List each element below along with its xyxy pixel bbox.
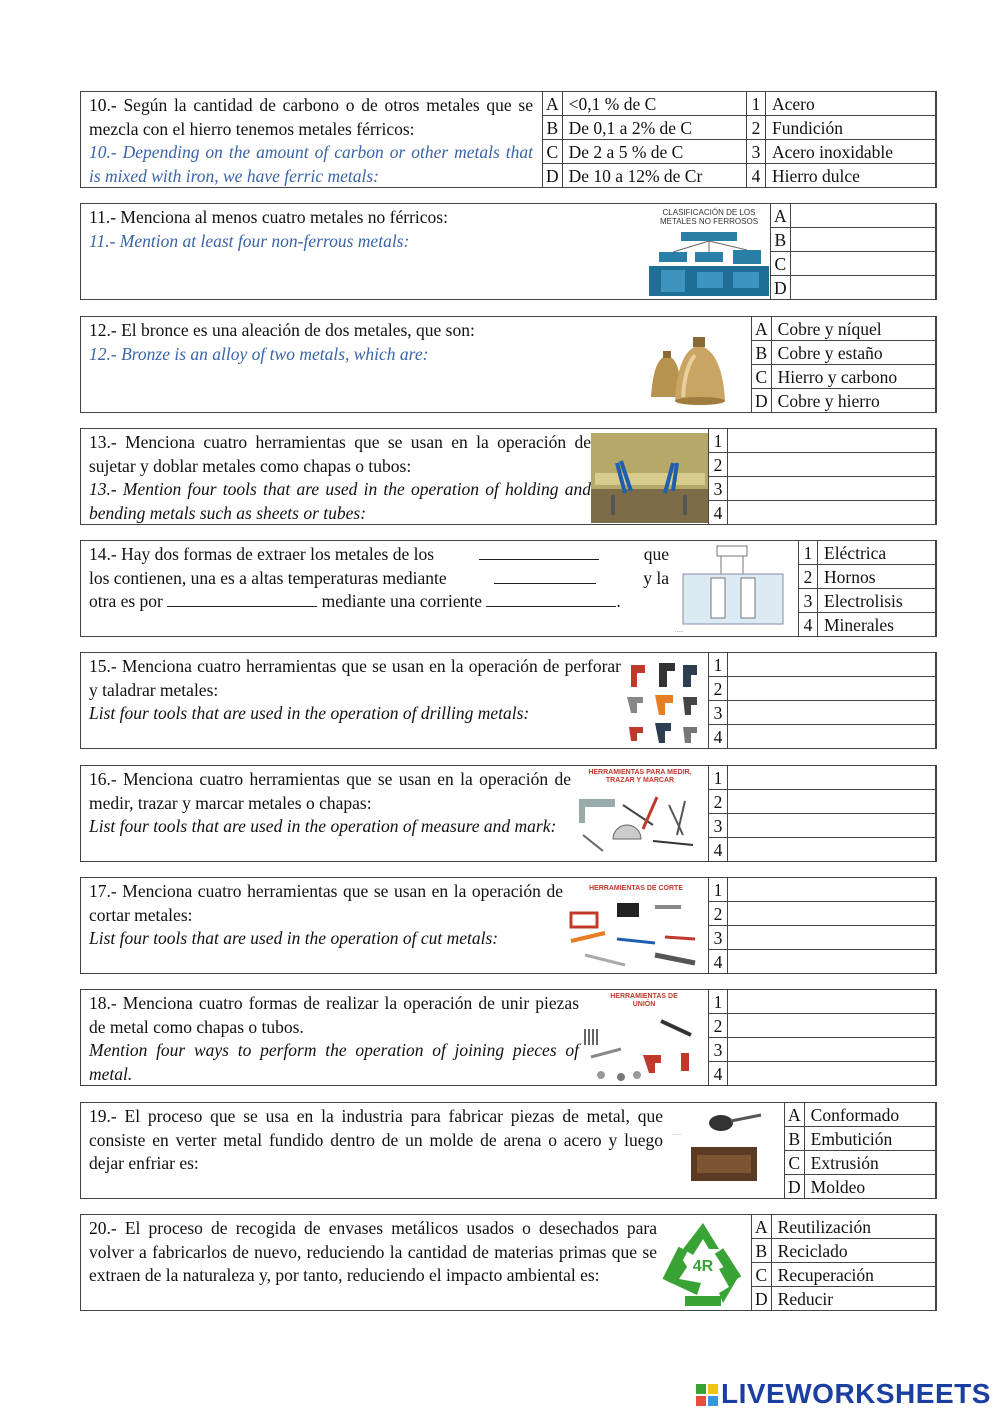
- question-18-text: [89, 992, 579, 1086]
- casting-mold-image: [671, 1107, 781, 1195]
- answer-label: B: [771, 228, 791, 252]
- option-text[interactable]: Embutición: [804, 1127, 936, 1151]
- option-row: [799, 565, 937, 589]
- logo-icon: [696, 1384, 718, 1406]
- question-11-es: 11.- Menciona al menos cuatro metales no férricos:: [89, 207, 448, 227]
- cutting-tools-image: [565, 881, 707, 971]
- logo-text: LIVEWORKSHEETS: [721, 1378, 991, 1409]
- answer-row: [709, 1014, 937, 1038]
- recycle-4r-image: [657, 1217, 749, 1309]
- option-number: 2: [747, 116, 766, 140]
- option-row: [752, 389, 937, 413]
- option-row: [799, 589, 937, 613]
- option-text[interactable]: Extrusión: [804, 1151, 936, 1175]
- question-17-es: 17.- Menciona cuatro herramientas que se usan en la operación de cortar metales:: [89, 881, 563, 925]
- question-14-line3-c: .: [616, 591, 621, 611]
- question-13: [80, 428, 936, 525]
- question-17-text: [89, 880, 563, 951]
- question-20-es: 20.- El proceso de recogida de envases metálicos usados o desechados para volver a fabricarlos de nuevo, reduciendo la cantidad de materias primas que se extraen de la naturaleza y, por tanto, reduciendo el impacto ambiental es:: [89, 1218, 657, 1285]
- option-letter: D: [785, 1175, 805, 1199]
- answer-row: [709, 926, 937, 950]
- answer-row: [709, 501, 937, 525]
- answer-row: [709, 878, 937, 902]
- answer-label: 1: [709, 653, 728, 677]
- option-number: 3: [747, 140, 766, 164]
- answer-row: [709, 950, 937, 974]
- recycle-label: 4R: [692, 1258, 714, 1275]
- option-text[interactable]: Reciclado: [771, 1239, 936, 1263]
- option-row: [747, 164, 937, 188]
- question-14-line3-a: otra es por: [89, 591, 163, 611]
- option-text[interactable]: Acero inoxidable: [766, 140, 937, 164]
- question-10-options-left: [542, 91, 747, 188]
- answer-input[interactable]: [728, 790, 937, 814]
- option-text[interactable]: Acero: [766, 92, 937, 116]
- answer-row: [709, 677, 937, 701]
- answer-label: 3: [709, 926, 728, 950]
- answer-input[interactable]: [728, 453, 937, 477]
- answer-row: [709, 790, 937, 814]
- option-text[interactable]: Cobre y estaño: [771, 341, 936, 365]
- answer-row: [771, 204, 937, 228]
- answer-label: 1: [709, 429, 728, 453]
- question-15-es: 15.- Menciona cuatro herramientas que se usan en la operación de perforar y taladrar metales:: [89, 656, 621, 700]
- cutting-tools-title: HERRAMIENTAS DE CORTE: [589, 885, 683, 892]
- option-text[interactable]: De 10 a 12% de Cr: [562, 164, 746, 188]
- option-row: [752, 1239, 937, 1263]
- diagram-boxes: [647, 226, 771, 296]
- answer-label: 3: [709, 701, 728, 725]
- option-row: [543, 140, 747, 164]
- question-12-en: 12.- Bronze is an alloy of two metals, which are:: [89, 343, 429, 364]
- option-text[interactable]: Minerales: [818, 613, 937, 637]
- answer-input[interactable]: [728, 1038, 937, 1062]
- question-13-answer-rows: [708, 428, 937, 525]
- question-11-answer-rows: [770, 203, 937, 300]
- option-letter: C: [752, 365, 772, 389]
- option-row: [752, 317, 937, 341]
- option-row: [543, 92, 747, 116]
- measuring-tools-image: [573, 769, 707, 859]
- question-18-answer-rows: [708, 989, 937, 1086]
- answer-input[interactable]: [728, 950, 937, 974]
- option-letter: D: [543, 164, 563, 188]
- question-12-text: [89, 319, 629, 366]
- answer-label: 1: [709, 878, 728, 902]
- option-row: [752, 1263, 937, 1287]
- question-15-answer-rows: [708, 652, 937, 749]
- option-letter: B: [752, 1239, 772, 1263]
- answer-label: 2: [709, 902, 728, 926]
- answer-row: [771, 252, 937, 276]
- question-13-es: 13.- Menciona cuatro herramientas que se usan en la operación de sujetar y doblar metales como chapas o tubos:: [89, 432, 591, 476]
- question-10-text: [89, 94, 533, 188]
- question-17-en: List four tools that are used in the operation of cut metals:: [89, 928, 499, 948]
- answer-label: 2: [709, 1014, 728, 1038]
- question-13-en: 13.- Mention four tools that are used in the operation of holding and bending metals such as sheets or tubes:: [89, 479, 591, 523]
- answer-input[interactable]: [790, 252, 936, 276]
- option-row: [752, 365, 937, 389]
- answer-row: [709, 902, 937, 926]
- option-text[interactable]: Cobre y hierro: [771, 389, 936, 413]
- answer-label: 2: [709, 790, 728, 814]
- answer-row: [709, 653, 937, 677]
- answer-row: [771, 276, 937, 300]
- answer-row: [771, 228, 937, 252]
- option-text[interactable]: De 0,1 a 2% de C: [562, 116, 746, 140]
- question-17-answer-rows: [708, 877, 937, 974]
- option-number: 1: [799, 541, 818, 565]
- answer-label: 4: [709, 725, 728, 749]
- question-15: [80, 652, 936, 749]
- joining-tools-title: HERRAMIENTAS DE UNIÓN: [610, 993, 678, 1008]
- option-text[interactable]: Eléctrica: [818, 541, 937, 565]
- option-row: [785, 1151, 937, 1175]
- liveworksheets-logo[interactable]: [696, 1378, 991, 1410]
- option-text[interactable]: Moldeo: [804, 1175, 936, 1199]
- option-number: 2: [799, 565, 818, 589]
- option-letter: D: [752, 1287, 772, 1311]
- answer-input[interactable]: [728, 926, 937, 950]
- answer-input[interactable]: [728, 1014, 937, 1038]
- option-row: [799, 541, 937, 565]
- question-14: [80, 540, 936, 637]
- answer-label: 4: [709, 501, 728, 525]
- option-number: 4: [799, 613, 818, 637]
- option-letter: C: [785, 1151, 805, 1175]
- question-20-text: [89, 1217, 657, 1288]
- option-letter: A: [752, 1215, 772, 1239]
- question-16-text: [89, 768, 571, 839]
- option-letter: B: [752, 341, 772, 365]
- option-text[interactable]: Hornos: [818, 565, 937, 589]
- diagram-title: CLASIFICACIÓN DE LOS METALES NO FERROSOS: [659, 208, 759, 226]
- answer-label: 3: [709, 1038, 728, 1062]
- question-14-line3-b: mediante una corriente: [321, 591, 482, 611]
- question-19-options: [784, 1102, 937, 1199]
- option-text[interactable]: Hierro y carbono: [771, 365, 936, 389]
- answer-input[interactable]: [728, 878, 937, 902]
- question-11-en: 11.- Mention at least four non-ferrous metals:: [89, 230, 410, 251]
- question-17: [80, 877, 936, 974]
- answer-row: [709, 477, 937, 501]
- question-12-options: [751, 316, 937, 413]
- option-row: [752, 341, 937, 365]
- svg-text:.....: .....: [675, 628, 684, 634]
- answer-input[interactable]: [728, 838, 937, 862]
- answer-input[interactable]: [728, 990, 937, 1014]
- question-10-options-right: [746, 91, 937, 188]
- question-14-line2-b: y la: [643, 567, 669, 588]
- recycle-icon: [657, 1217, 749, 1309]
- answer-label: 1: [709, 990, 728, 1014]
- option-letter: A: [785, 1103, 805, 1127]
- joining-tools-image: [581, 993, 707, 1083]
- answer-input[interactable]: [728, 902, 937, 926]
- blank-electrolisis[interactable]: [167, 590, 317, 607]
- option-number: 3: [799, 589, 818, 613]
- option-number: 1: [747, 92, 766, 116]
- option-letter: A: [543, 92, 563, 116]
- answer-input[interactable]: [728, 725, 937, 749]
- option-text[interactable]: Reutilización: [771, 1215, 936, 1239]
- option-letter: B: [543, 116, 563, 140]
- option-text[interactable]: Electrolisis: [818, 589, 937, 613]
- option-text[interactable]: <0,1 % de C: [562, 92, 746, 116]
- question-20-options: [751, 1214, 937, 1311]
- option-row: [747, 116, 937, 140]
- question-19-es: 19.- El proceso que se usa en la industria para fabricar piezas de metal, que consiste en verter metal fundido dentro de un molde de arena o acero y luego dejar enfriar es:: [89, 1106, 663, 1173]
- option-row: [785, 1103, 937, 1127]
- option-text[interactable]: Cobre y níquel: [771, 317, 936, 341]
- question-14-line1-b: que: [643, 544, 669, 564]
- question-13-text: [89, 431, 591, 525]
- answer-label: 3: [709, 477, 728, 501]
- option-letter: C: [543, 140, 563, 164]
- question-19-text: [89, 1105, 663, 1176]
- measuring-tools-title: HERRAMIENTAS PARA MEDIR, TRAZAR Y MARCAR: [588, 769, 692, 784]
- question-18-es: 18.- Menciona cuatro formas de realizar la operación de unir piezas de metal como chapas o tubos.: [89, 993, 579, 1037]
- option-text[interactable]: Fundición: [766, 116, 937, 140]
- option-row: [543, 116, 747, 140]
- blank-minerales[interactable]: [479, 543, 599, 560]
- option-row: [752, 1287, 937, 1311]
- question-14-line1-a: 14.- Hay dos formas de extraer los metales de los: [89, 544, 435, 564]
- question-19: [80, 1102, 936, 1199]
- question-11: [80, 203, 936, 300]
- answer-row: [709, 701, 937, 725]
- question-20: [80, 1214, 936, 1311]
- option-text[interactable]: Recuperación: [771, 1263, 936, 1287]
- option-letter: C: [752, 1263, 772, 1287]
- option-row: [785, 1127, 937, 1151]
- option-letter: B: [785, 1127, 805, 1151]
- electrolysis-diagram-image: [671, 544, 795, 634]
- answer-row: [709, 814, 937, 838]
- question-15-en: List four tools that are used in the operation of drilling metals:: [89, 703, 530, 723]
- answer-input[interactable]: [728, 766, 937, 790]
- answer-row: [709, 453, 937, 477]
- option-row: [799, 613, 937, 637]
- answer-label: 4: [709, 838, 728, 862]
- answer-input[interactable]: [728, 429, 937, 453]
- question-16-es: 16.- Menciona cuatro herramientas que se usan en la operación de medir, trazar y marcar metales o chapas:: [89, 769, 571, 813]
- option-text[interactable]: Hierro dulce: [766, 164, 937, 188]
- answer-label: 3: [709, 814, 728, 838]
- answer-label: D: [771, 276, 791, 300]
- option-row: [747, 140, 937, 164]
- option-row: [747, 92, 937, 116]
- blank-electrica[interactable]: [486, 590, 616, 607]
- answer-row: [709, 1062, 937, 1086]
- option-text[interactable]: Reducir: [771, 1287, 936, 1311]
- question-14-text: [89, 543, 669, 614]
- answer-input[interactable]: [728, 677, 937, 701]
- answer-input[interactable]: [728, 501, 937, 525]
- answer-row: [709, 766, 937, 790]
- answer-row: [709, 725, 937, 749]
- answer-label: 2: [709, 453, 728, 477]
- question-10-en: 10.- Depending on the amount of carbon or other metals that is mixed with iron, we have ferric metals:: [89, 142, 533, 186]
- answer-row: [709, 429, 937, 453]
- question-12-es: 12.- El bronce es una aleación de dos metales, que son:: [89, 320, 475, 340]
- answer-label: 2: [709, 677, 728, 701]
- option-text[interactable]: Conformado: [804, 1103, 936, 1127]
- answer-input[interactable]: [790, 204, 936, 228]
- option-row: [752, 1215, 937, 1239]
- question-11-text: [89, 206, 629, 253]
- question-16-answer-rows: [708, 765, 937, 862]
- answer-row: [709, 838, 937, 862]
- option-number: 4: [747, 164, 766, 188]
- question-16-en: List four tools that are used in the operation of measure and mark:: [89, 816, 557, 836]
- answer-input[interactable]: [728, 653, 937, 677]
- answer-label: 1: [709, 766, 728, 790]
- question-18-en: Mention four ways to perform the operation of joining pieces of metal.: [89, 1040, 579, 1084]
- answer-label: A: [771, 204, 791, 228]
- option-row: [543, 164, 747, 188]
- answer-input[interactable]: [728, 477, 937, 501]
- answer-row: [709, 990, 937, 1014]
- bending-tools-photo: [591, 433, 709, 523]
- non-ferrous-metals-diagram-image: [647, 206, 771, 298]
- answer-row: [709, 1038, 937, 1062]
- answer-input[interactable]: [728, 814, 937, 838]
- option-letter: D: [752, 389, 772, 413]
- bronze-bells-image: [639, 327, 735, 407]
- answer-input[interactable]: [728, 1062, 937, 1086]
- question-16: [80, 765, 936, 862]
- answer-label: 4: [709, 1062, 728, 1086]
- answer-input[interactable]: [728, 701, 937, 725]
- question-15-text: [89, 655, 621, 726]
- question-12: [80, 316, 936, 413]
- option-text[interactable]: De 2 a 5 % de C: [562, 140, 746, 164]
- question-14-options: [798, 540, 937, 637]
- question-10: [80, 91, 936, 188]
- question-14-line2-a: los contienen, una es a altas temperaturas mediante: [89, 567, 447, 588]
- answer-input[interactable]: [790, 228, 936, 252]
- drilling-tools-image: [621, 657, 707, 747]
- blank-hornos[interactable]: [494, 567, 596, 584]
- answer-label: C: [771, 252, 791, 276]
- question-18: [80, 989, 936, 1086]
- svg-text:......: ......: [673, 1131, 682, 1137]
- option-row: [785, 1175, 937, 1199]
- option-letter: A: [752, 317, 772, 341]
- question-10-es: 10.- Según la cantidad de carbono o de otros metales que se mezcla con el hierro tenemos metales férricos:: [89, 95, 533, 139]
- answer-input[interactable]: [790, 276, 936, 300]
- answer-label: 4: [709, 950, 728, 974]
